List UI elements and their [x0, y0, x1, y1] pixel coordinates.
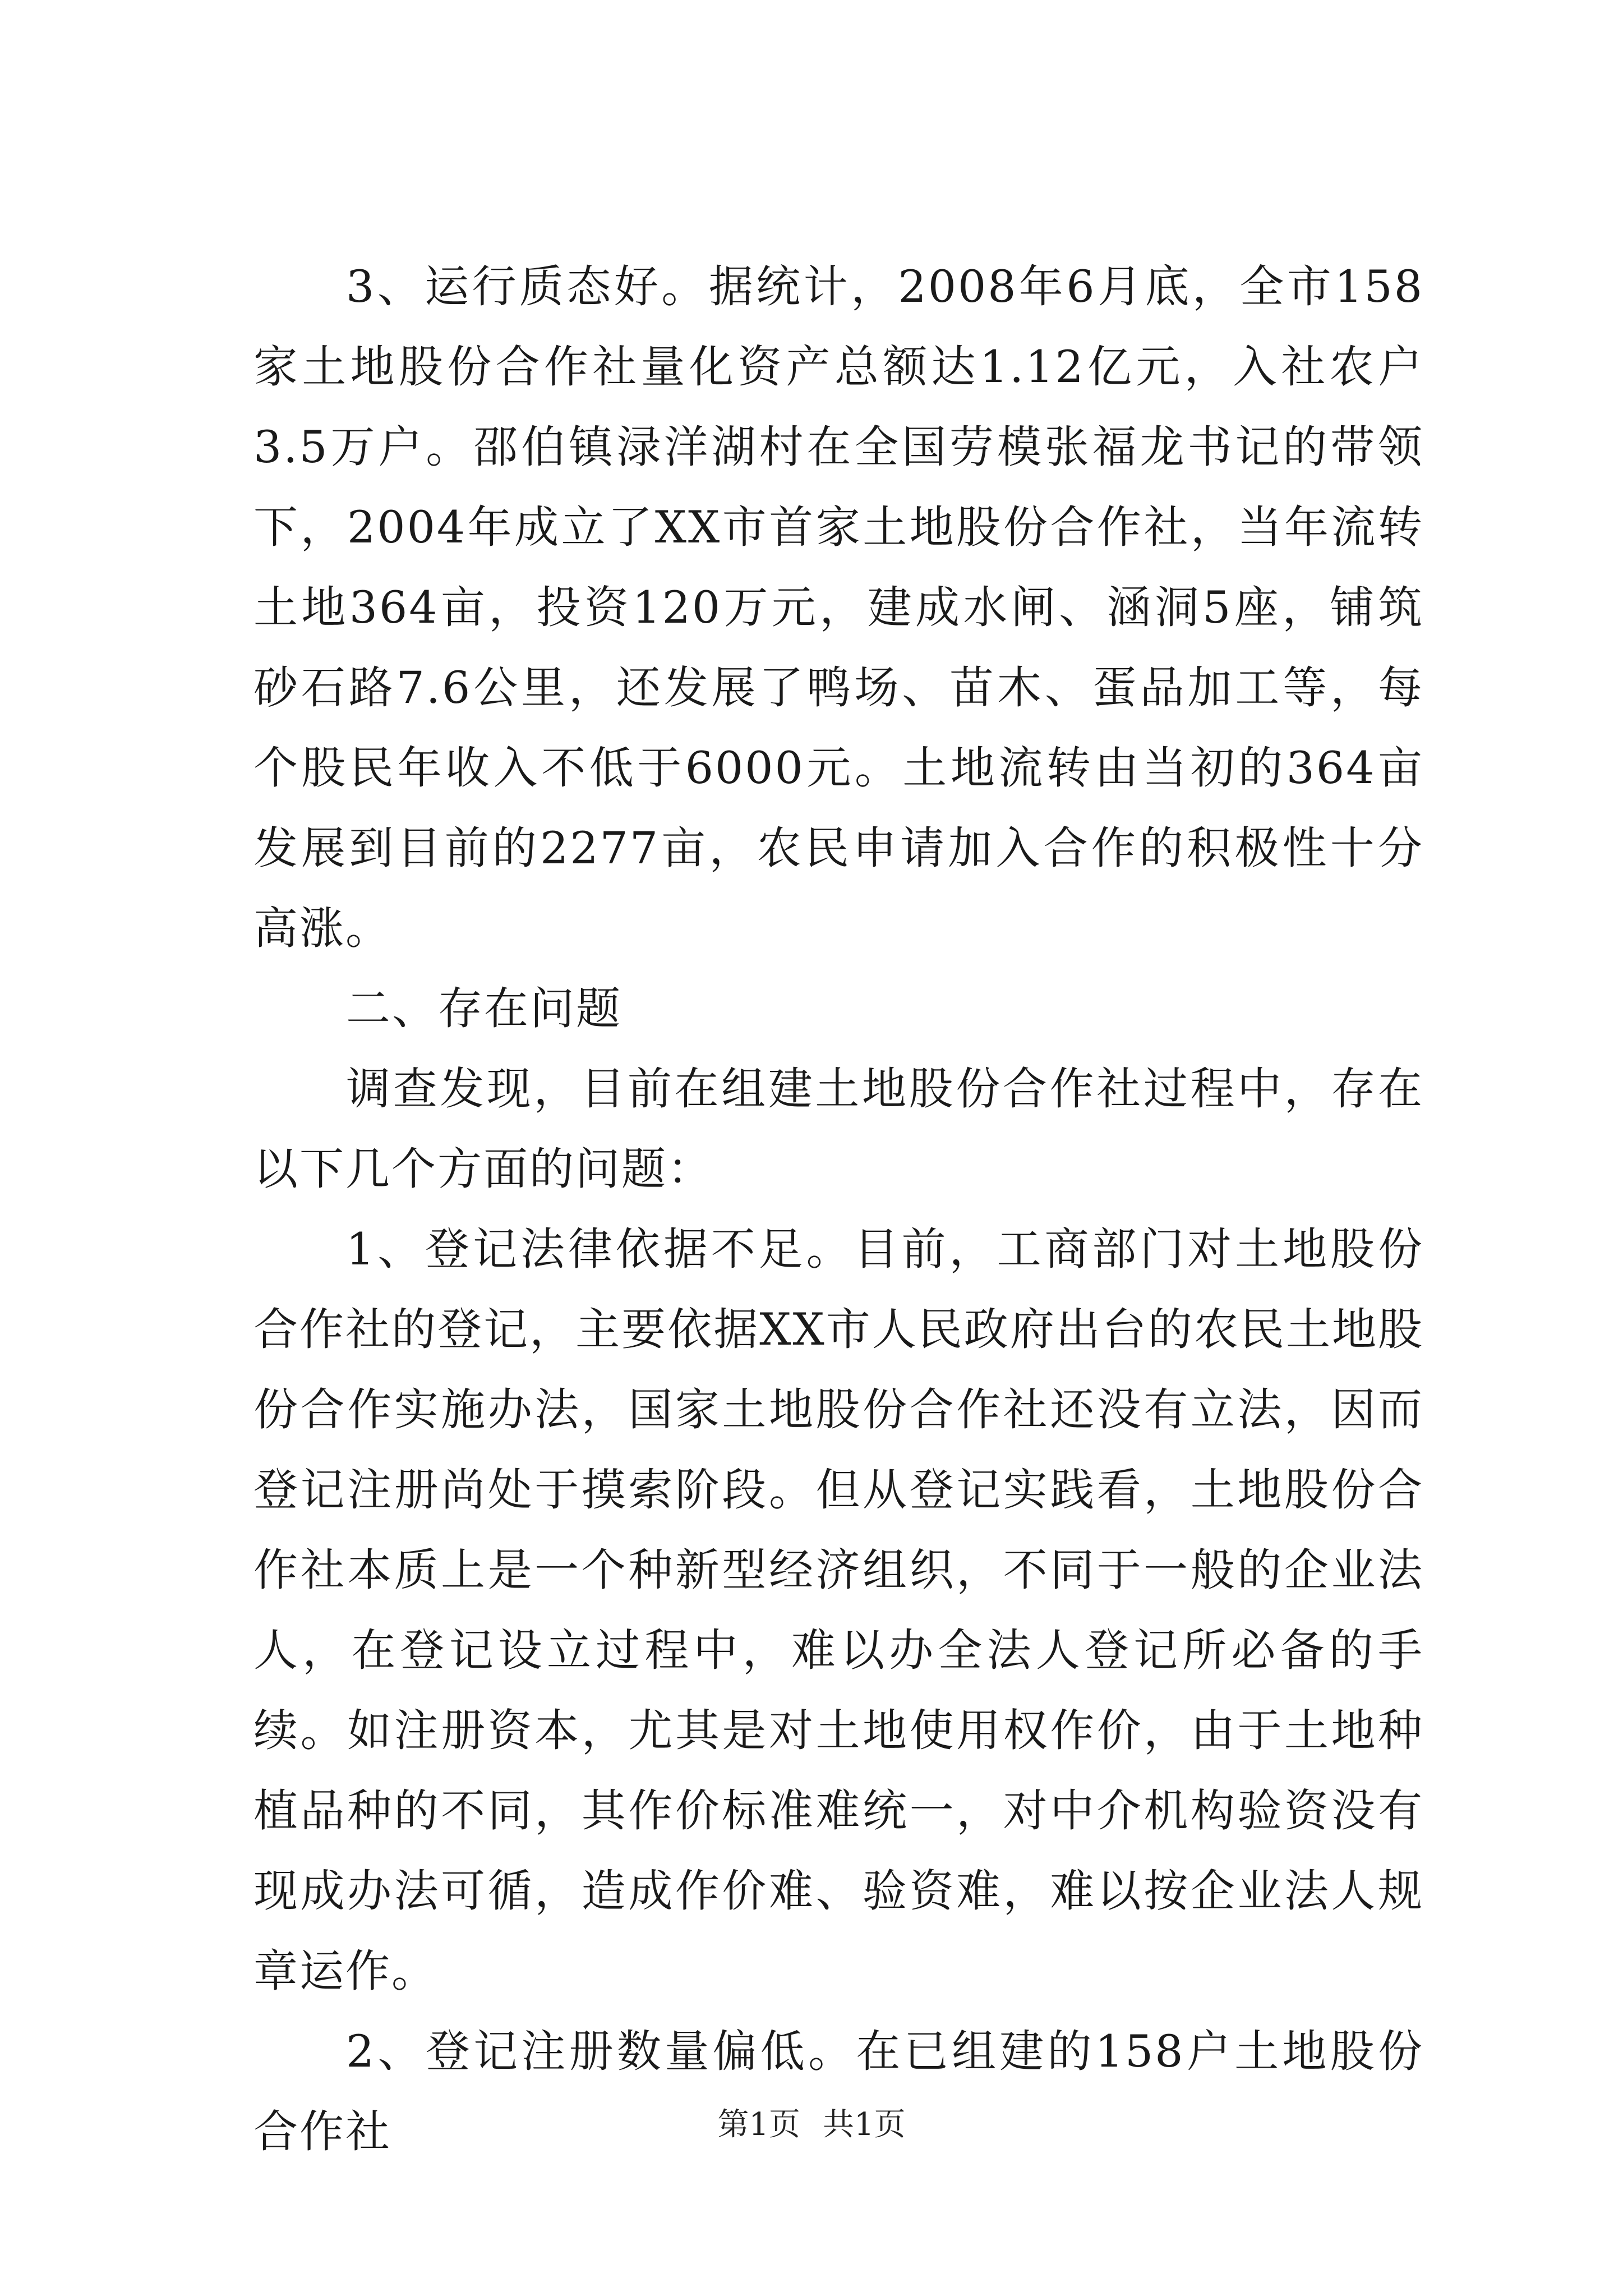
paragraph-registration-count: 2、登记注册数量偏低。在已组建的158户土地股份合作社 [253, 2026, 1424, 2157]
page-footer [0, 2102, 1623, 2147]
document-body [253, 247, 1424, 2172]
paragraph-survey-findings: 调查发现，目前在组建土地股份合作社过程中，存在以下几个方面的问题： [253, 1063, 1424, 1195]
paragraph-operation-quality: 3、运行质态好。据统计，2008年6月底，全市158家土地股份合作社量化资产总额达1.12亿元，入社农户3.5万户。邵伯镇渌洋湖村在全国劳模张福龙书记的带领下，2004年成立了XX市首家土地股份合作社，当年流转土地364亩，投资120万元，建成水闸、涵洞5座，铺筑砂石路7.6公里，还发展了鸭场、苗木、蛋品加工等，每个股民年收入不低于6000元。土地流转由当初的364亩发展到目前的2277亩，农民申请加入合作的积极性十分高涨。 [253, 261, 1424, 954]
page-number-total: 共1页 [823, 2106, 906, 2143]
paragraph-legal-basis: 1、登记法律依据不足。目前，工商部门对土地股份合作社的登记，主要依据XX市人民政府出台的农民土地股份合作实施办法，国家土地股份合作社还没有立法，因而登记注册尚处于摸索阶段。但从登记实践看，土地股份合作社本质上是一个种新型经济组织，不同于一般的企业法人，在登记设立过程中，难以办全法人登记所必备的手续。如注册资本，尤其是对土地使用权作价，由于土地种植品种的不同，其作价标准难统一，对中介机构验资没有现成办法可循，造成作价难、验资难，难以按企业法人规章运作。 [253, 1223, 1424, 1997]
page-number-current: 第1页 [717, 2106, 800, 2143]
section-heading-problems: 二、存在问题 [346, 983, 622, 1034]
